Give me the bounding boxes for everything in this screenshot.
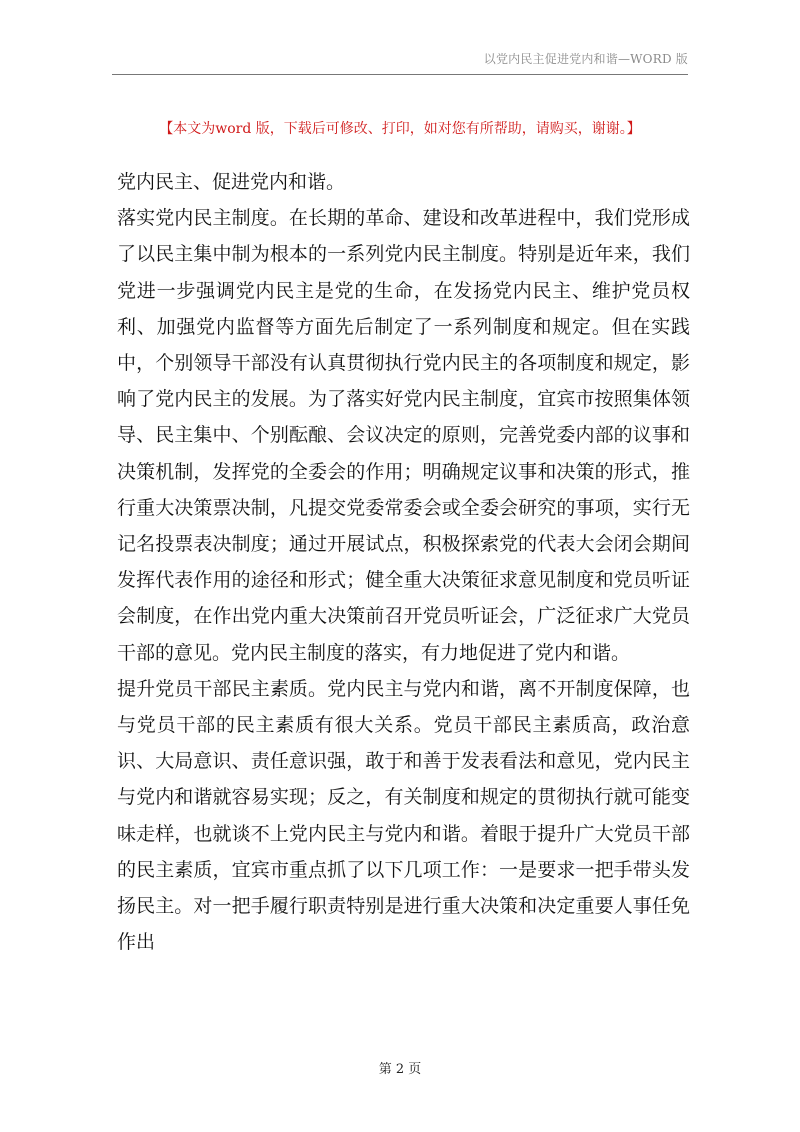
header-divider — [112, 74, 688, 75]
paragraph-2: 提升党员干部民主素质。党内民主与党内和谐，离不开制度保障，也与党员干部的民主素质有很大关系。党员干部民主素质高，政治意识、大局意识、责任意识强，敢于和善于发表看法和意见，党内民主与党内和谐就容易实现；反之，有关制度和规定的贯彻执行就可能变味走样，也就谈不上党内民主与党内和谐。着眼于提升广大党员干部的民主素质，宜宾市重点抓了以下几项工作：一是要求一把手带头发扬民主。对一把手履行职责特别是进行重大决策和决定重要人事任免作出 — [117, 677, 690, 954]
article-body — [117, 164, 690, 960]
paragraph-1: 落实党内民主制度。在长期的革命、建设和改革进程中，我们党形成了以民主集中制为根本的一系列党内民主制度。特别是近年来，我们党进一步强调党内民主是党的生命，在发扬党内民主、维护党员权利、加强党内监督等方面先后制定了一系列制度和规定。但在实践中，个别领导干部没有认真贯彻执行党内民主的各项制度和规定，影响了党内民主的发展。为了落实好党内民主制度，宜宾市按照集体领导、民主集中、个别酝酿、会议决定的原则，完善党委内部的议事和决策机制，发挥党的全委会的作用；明确规定议事和决策的形式，推行重大决策票决制，凡提交党委常委会或全委会研究的事项，实行无记名投票表决制度；通过开展试点，积极探索党的代表大会闭会期间发挥代表作用的途径和形式；健全重大决策征求意见制度和党员听证会制度，在作出党内重大决策前召开党员听证会，广泛征求广大党员干部的意见。党内民主制度的落实，有力地促进了党内和谐。 — [117, 207, 690, 664]
download-notice: 【本文为word 版，下载后可修改、打印，如对您有所帮助，请购买，谢谢。】 — [159, 121, 641, 137]
article-title: 党内民主、促进党内和谐。 — [117, 171, 346, 193]
running-header: 以党内民主促进党内和谐—WORD 版 — [483, 52, 688, 66]
page-number: 第 2 页 — [378, 1062, 422, 1077]
